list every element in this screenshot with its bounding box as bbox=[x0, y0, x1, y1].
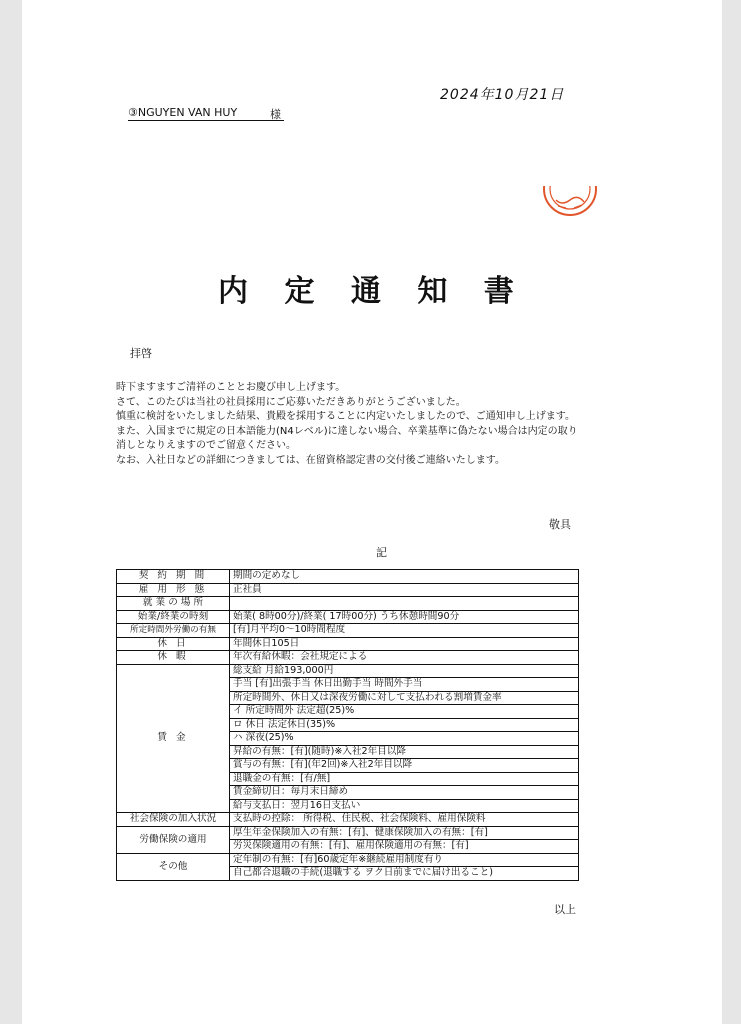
document-title: 内 定 通 知 書 bbox=[218, 274, 527, 309]
wage-line: ハ 深夜(25)% bbox=[230, 732, 579, 746]
issue-date: 2024年10月21日 bbox=[440, 87, 565, 103]
table-row bbox=[117, 583, 579, 597]
letter-body bbox=[116, 381, 586, 468]
table-row bbox=[117, 826, 579, 840]
table-row bbox=[117, 651, 579, 665]
letter-paragraph: また、入国までに規定の日本語能力(N4レベル)に達しない場合、卒業基準に偽たない場合は内定の取り消しとなりえますのでご留意ください。 bbox=[116, 425, 578, 451]
other-line: 定年制の有無：[有]60歳定年※継続雇用制度有り bbox=[230, 853, 579, 867]
ijo-end-mark: 以上 bbox=[554, 903, 576, 916]
row-label: 契 約 期 間 bbox=[117, 570, 230, 584]
row-value: 正社員 bbox=[230, 583, 579, 597]
row-label: 労働保険の適用 bbox=[117, 826, 230, 853]
table-row bbox=[117, 597, 579, 611]
other-line: 自己都合退職の手続(退職する ヲク日前までに届け出ること) bbox=[230, 867, 579, 881]
wage-line: 昇給の有無：[有](随時)※入社2年目以降 bbox=[230, 745, 579, 759]
employment-terms-table bbox=[116, 569, 579, 881]
row-label: その他 bbox=[117, 853, 230, 880]
row-value: 年間休日105日 bbox=[230, 637, 579, 651]
wage-line: 所定時間外、休日又は深夜労働に対して支払われる割増賃金率 bbox=[230, 691, 579, 705]
row-label: 休 暇 bbox=[117, 651, 230, 665]
wage-line: ロ 休日 法定休日(35)% bbox=[230, 718, 579, 732]
row-label: 賃 金 bbox=[117, 664, 230, 813]
document-page bbox=[22, 0, 722, 1024]
row-value: [有]月平均0～10時間程度 bbox=[230, 624, 579, 638]
row-value: 始業( 8時00分)/終業( 17時00分) うち休憩時間90分 bbox=[230, 610, 579, 624]
wage-line: 賞与の有無：[有](年2回)※入社2年目以降 bbox=[230, 759, 579, 773]
row-value bbox=[230, 597, 579, 611]
wage-line: 退職金の有無：[有/無] bbox=[230, 772, 579, 786]
greeting: 拝啓 bbox=[130, 347, 152, 360]
row-value: 期間の定めなし bbox=[230, 570, 579, 584]
row-label: 雇 用 形 態 bbox=[117, 583, 230, 597]
wage-line: イ 所定時間外 法定超(25)% bbox=[230, 705, 579, 719]
closing-phrase: 敬具 bbox=[549, 518, 571, 531]
wage-line: 給与支払日：翌月16日支払い bbox=[230, 799, 579, 813]
table-row bbox=[117, 610, 579, 624]
recipient-name: ③NGUYEN VAN HUY bbox=[128, 106, 238, 119]
table-row bbox=[117, 664, 579, 678]
table-row bbox=[117, 570, 579, 584]
letter-paragraph: なお、入社日などの詳細につきましては、在留資格認定書の交付後ご連絡いたします。 bbox=[116, 454, 505, 466]
table-row bbox=[117, 637, 579, 651]
row-label: 所定時間外労働の有無 bbox=[117, 624, 230, 638]
row-label: 始業/終業の時刻 bbox=[117, 610, 230, 624]
letter-paragraph: さて、このたびは当社の社員採用にご応募いただきありがとうございました。 bbox=[116, 396, 466, 408]
recipient-line bbox=[128, 106, 284, 121]
recipient-honorific: 様 bbox=[270, 108, 281, 121]
table-row bbox=[117, 624, 579, 638]
letter-paragraph: 慎重に検討をいたしました結果、貴殿を採用することに内定いたしましたので、ご通知申し上げます。 bbox=[116, 411, 575, 422]
letter-paragraph: 時下ますますご清祥のこととお慶び申し上げます。 bbox=[116, 382, 346, 393]
row-label: 就 業 の 場 所 bbox=[117, 597, 230, 611]
row-value: 支払時の控除： 所得税、住民税、社会保険料、雇用保険料 bbox=[230, 813, 579, 827]
insurance-line: 労災保険適用の有無：[有]、雇用保険適用の有無：[有] bbox=[230, 840, 579, 854]
ki-heading: 記 bbox=[376, 546, 387, 559]
wage-line: 賃金締切日：毎月末日締め bbox=[230, 786, 579, 800]
row-label: 休 日 bbox=[117, 637, 230, 651]
row-value: 年次有給休暇：会社規定による bbox=[230, 651, 579, 665]
wage-line: 総支給 月給193,000円 bbox=[230, 664, 579, 678]
company-seal-icon bbox=[540, 186, 600, 222]
wage-line: 手当 [有]出張手当 休日出勤手当 時間外手当 bbox=[230, 678, 579, 692]
insurance-line: 厚生年金保険加入の有無：[有]、健康保険加入の有無：[有] bbox=[230, 826, 579, 840]
row-label: 社会保険の加入状況 bbox=[117, 813, 230, 827]
table-row bbox=[117, 813, 579, 827]
table-row bbox=[117, 853, 579, 867]
